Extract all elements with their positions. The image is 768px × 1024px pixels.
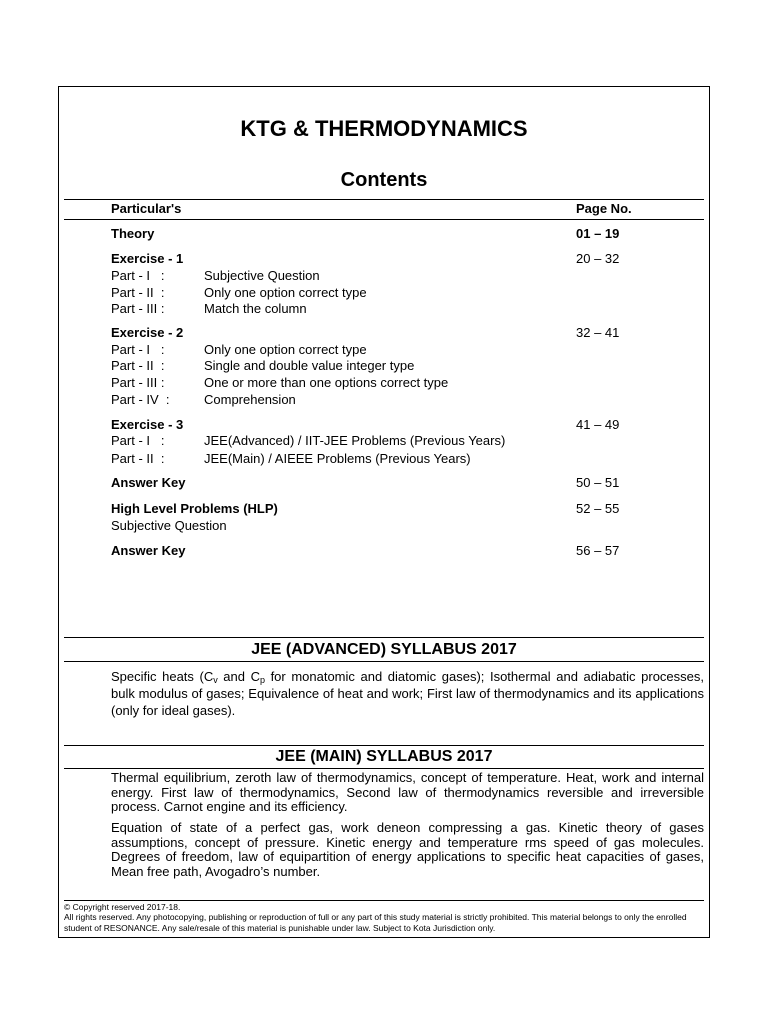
toc-exercise2-pages: 32 – 41: [576, 325, 620, 340]
toc-exercise3-pages: 41 – 49: [576, 417, 620, 432]
toc-theory-label: Theory: [111, 226, 155, 241]
toc-theory-pages: 01 – 19: [576, 226, 620, 241]
toc-hlp-label: High Level Problems (HLP): [111, 501, 278, 516]
toc-hlp-pages: 52 – 55: [576, 501, 620, 516]
contents-header-rule: [64, 219, 704, 220]
main-bottom-rule: [64, 768, 704, 769]
toc-exercise2-part3-desc: One or more than one options correct type: [204, 375, 449, 390]
toc-exercise3-label: Exercise - 3: [111, 417, 184, 432]
advanced-syllabus-text: Specific heats ($C_v$ and $C_p$ for monatomic and diatomic gases); Isothermal and adiabatic processes, bulk modulus of gases; Equivalence of heat and work; First law of thermodynamics and its applications (only for ideal gases).: [111, 669, 704, 718]
toc-exercise2-label: Exercise - 2: [111, 325, 184, 340]
toc-exercise2-part1: Part - I :: [111, 342, 165, 357]
main-syllabus-heading: JEE (MAIN) SYLLABUS 2017: [275, 748, 493, 765]
toc-answer-key-1-pages: 50 – 51: [576, 475, 620, 490]
advanced-top-rule: [64, 637, 704, 638]
toc-exercise3-part1-desc: JEE(Advanced) / IIT-JEE Problems (Previous Years): [204, 433, 506, 448]
column-header-page-no: Page No.: [576, 201, 632, 216]
toc-exercise3-part1: Part - I :: [111, 433, 165, 448]
toc-answer-key-1-label: Answer Key: [111, 475, 186, 490]
toc-exercise1-part2-desc: Only one option correct type: [204, 285, 367, 300]
toc-exercise2-part4: Part - IV :: [111, 392, 170, 407]
main-top-rule: [64, 745, 704, 746]
footer-copyright: © Copyright reserved 2017-18.: [64, 902, 181, 912]
toc-exercise1-part3: Part - III :: [111, 301, 165, 316]
toc-answer-key-2-label: Answer Key: [111, 543, 186, 558]
toc-exercise1-part3-desc: Match the column: [204, 301, 307, 316]
toc-exercise2-part3: Part - III :: [111, 375, 165, 390]
advanced-bottom-rule: [64, 661, 704, 662]
toc-exercise1-part1: Part - I :: [111, 268, 165, 283]
toc-exercise1-part2: Part - II :: [111, 285, 165, 300]
toc-exercise1-part1-desc: Subjective Question: [204, 268, 320, 283]
toc-exercise2-part2-desc: Single and double value integer type: [204, 358, 415, 373]
contents-top-rule: [64, 199, 704, 200]
advanced-syllabus-heading: JEE (ADVANCED) SYLLABUS 2017: [251, 641, 517, 658]
toc-exercise3-part2: Part - II :: [111, 451, 165, 466]
toc-exercise1-pages: 20 – 32: [576, 251, 620, 266]
toc-hlp-sub: Subjective Question: [111, 518, 227, 533]
contents-heading: Contents: [340, 169, 428, 191]
toc-answer-key-2-pages: 56 – 57: [576, 543, 620, 558]
toc-exercise2-part4-desc: Comprehension: [204, 392, 296, 407]
main-syllabus-paragraph-2: Equation of state of a perfect gas, work deneon compressing a gas. Kinetic theory of gases assumptions, concept of pressure. Kinetic energy and temperature rms speed of gas molecules. Degrees of freedom, law of equipartition of energy applications to specific heat capacities of gases, Mean free path, Avogadro’s number.: [111, 820, 704, 879]
document-title: KTG & THERMODYNAMICS: [240, 116, 528, 141]
footer-rule: [64, 900, 704, 901]
toc-exercise2-part1-desc: Only one option correct type: [204, 342, 367, 357]
column-header-particulars: Particular's: [111, 201, 182, 216]
footer-rights: All rights reserved. Any photocopying, publishing or reproduction of full or any part of this study material is strictly prohibited. This material belongs to only the enrolled student of RESONANCE. Any sale/resale of this material is punishable under law. Subject to Kota Jurisdiction only.: [64, 912, 687, 933]
toc-exercise1-label: Exercise - 1: [111, 251, 184, 266]
main-syllabus-paragraph-1: Thermal equilibrium, zeroth law of thermodynamics, concept of temperature. Heat, work and internal energy. First law of thermodynamics, Second law of thermodynamics reversible and irreversible process. Carnot engine and its efficiency.: [111, 770, 704, 814]
toc-exercise2-part2: Part - II :: [111, 358, 165, 373]
toc-exercise3-part2-desc: JEE(Main) / AIEEE Problems (Previous Years): [204, 451, 471, 466]
